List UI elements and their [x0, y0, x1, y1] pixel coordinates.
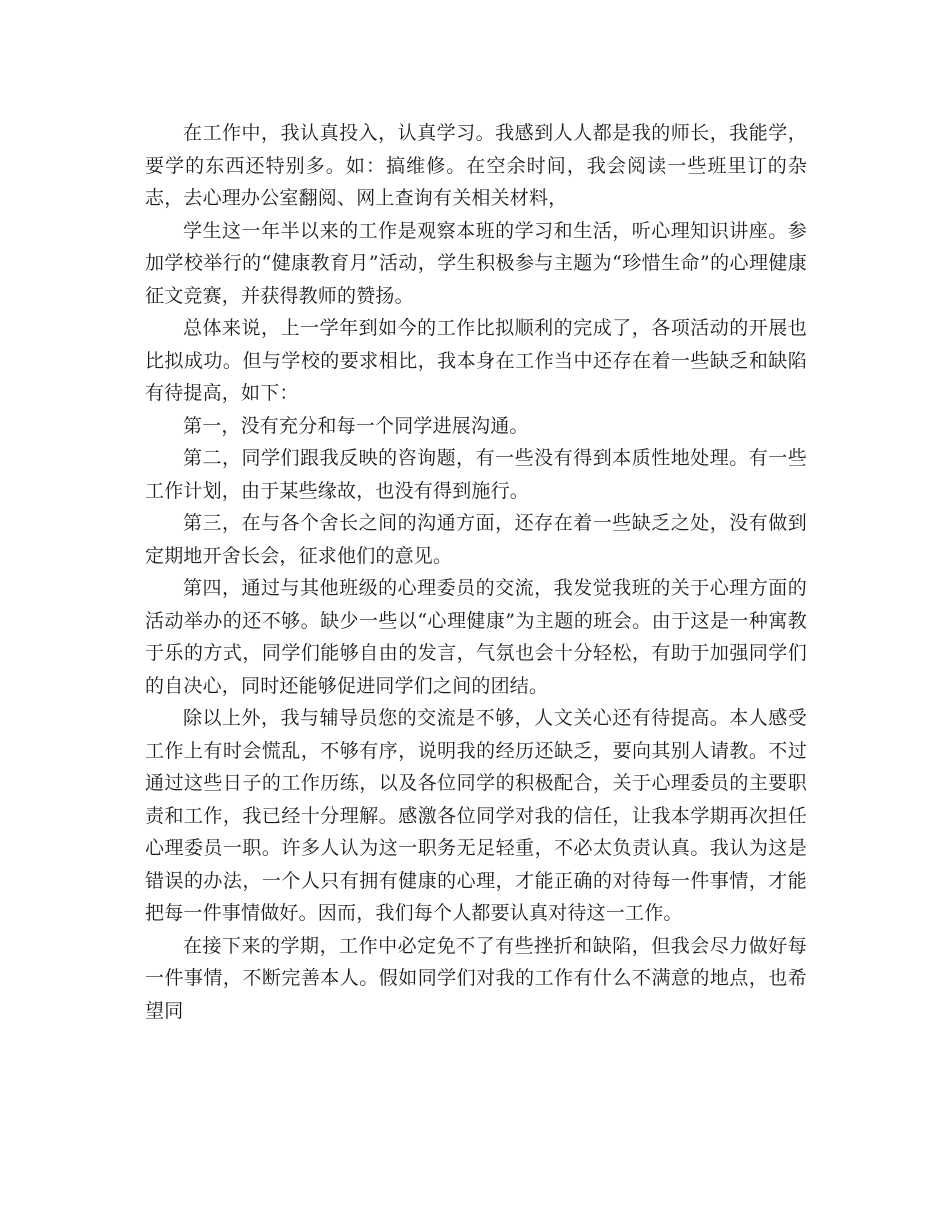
document-body: [145, 117, 807, 1027]
paragraph-work-summary: 学生这一年半以来的工作是观察本班的学习和生活，听心理知识讲座。参加学校举行的“健康教育月”活动，学生积极参与主题为“珍惜生命”的心理健康征文竞赛，并获得教师的赞扬。: [145, 219, 807, 307]
paragraph-shortcoming-3: 第三，在与各个舍长之间的沟通方面，还存在着一些缺乏之处，没有做到定期地开舍长会，征求他们的意见。: [145, 512, 807, 567]
paragraph-shortcoming-4: 第四，通过与其他班级的心理委员的交流，我发觉我班的关于心理方面的活动举办的还不够。缺少一些以“心理健康”为主题的班会。由于这是一种寓教于乐的方式，同学们能够自由的发言，气氛也会十分轻松，有助于加强同学们的自决心，同时还能够促进同学们之间的团结。: [145, 577, 807, 697]
paragraph-work-attitude: 在工作中，我认真投入，认真学习。我感到人人都是我的师长，我能学，要学的东西还特别多。如：搞维修。在空余时间，我会阅读一些班里订的杂志，去心理办公室翻阅、网上查询有关相关材料，: [145, 122, 807, 209]
paragraph-shortcoming-1: 第一，没有充分和每一个同学进展沟通。: [183, 414, 529, 437]
paragraph-reflection: 除以上外，我与辅导员您的交流是不够，人文关心还有待提高。本人感受工作上有时会慌乱，不够有序，说明我的经历还缺乏，要向其别人请教。不过通过这些日子的工作历练，以及各位同学的积极配合，关于心理委员的主要职责和工作，我已经十分理解。感激各位同学对我的信任，让我本学期再次担任心理委员一职。许多人认为这一职务无足轻重，不必太负责认真。我认为这是错误的办法，一个人只有拥有健康的心理，才能正确的对待每一件事情，才能把每一件事情做好。因而，我们每个人都要认真对待这一工作。: [145, 707, 807, 924]
paragraph-shortcoming-2: 第二，同学们跟我反映的咨询题，有一些没有得到本质性地处理。有一些工作计划，由于某些缘故，也没有得到施行。: [145, 447, 807, 502]
paragraph-future-plan: 在接下来的学期，工作中必定免不了有些挫折和缺陷，但我会尽力做好每一件事情，不断完善本人。假如同学们对我的工作有什么不满意的地点，也希望同: [145, 934, 807, 1022]
paragraph-overall-assessment: 总体来说，上一学年到如今的工作比拟顺利的完成了，各项活动的开展也比拟成功。但与学校的要求相比，我本身在工作当中还存在着一些缺乏和缺陷有待提高，如下：: [145, 317, 807, 404]
